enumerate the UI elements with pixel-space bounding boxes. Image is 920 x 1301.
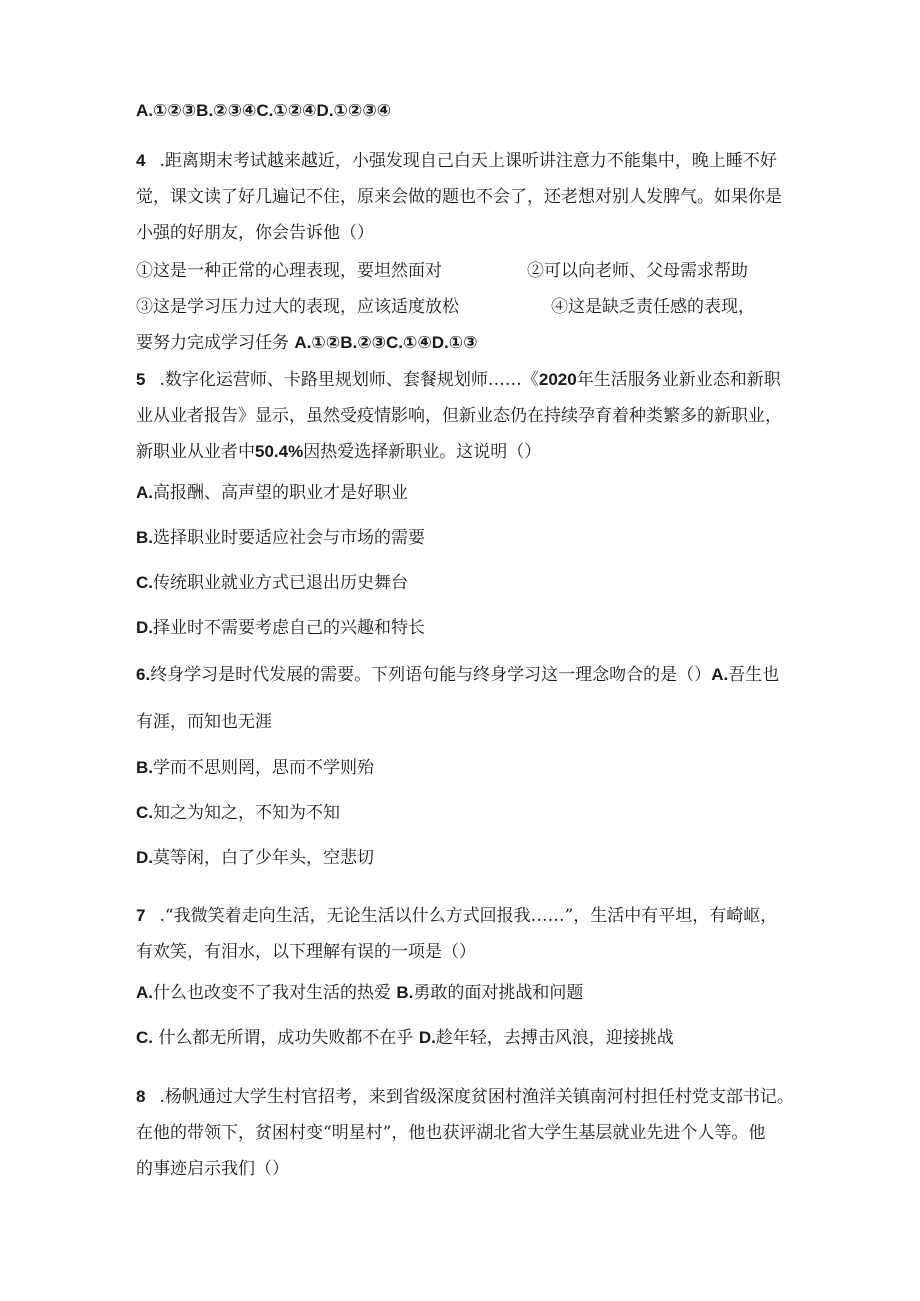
- q4-option-4: ④这是缺乏责任感的表现，: [551, 297, 755, 317]
- q4-line1-text: .距离期末考试越来越近，小强发现自己白天上课听讲注意力不能集中，晚上睡不好: [159, 151, 777, 171]
- q8-line3: 的事迹启示我们（）: [136, 1159, 289, 1179]
- q6-option-c: [136, 802, 340, 824]
- q6-option-a-continued: 有涯，而知也无涯: [136, 712, 272, 732]
- q7-number: 7: [136, 906, 146, 925]
- q7-line1: [136, 905, 777, 927]
- q5-line1: [136, 369, 781, 391]
- q7-options-ab: [136, 982, 583, 1004]
- q4-option-3: ③这是学习压力过大的表现，应该适度放松: [136, 297, 459, 317]
- q4-option-4-cont-text: 要努力完成学习任务: [136, 333, 289, 353]
- q5-number: 5: [136, 370, 146, 389]
- q5-option-b-letter: B.: [136, 528, 153, 547]
- q4-line3: 小强的好朋友，你会告诉他（）: [136, 223, 374, 243]
- q7-line1-text: .“我微笑着走向生活，无论生活以什么方式回报我……”，生活中有平坦，有崎岖，: [159, 906, 778, 926]
- q5-line3-b: 因热爱选择新职业。这说明（）: [303, 442, 542, 462]
- q7-option-a-letter: A.: [136, 983, 153, 1002]
- q5-line3-a: 新职业从业者中: [136, 442, 255, 462]
- q6-number: 6.: [136, 665, 151, 684]
- q5-option-b: [136, 527, 425, 549]
- q5-option-a: [136, 482, 408, 504]
- q5-option-a-text: 高报酬、高声望的职业才是好职业: [153, 483, 408, 503]
- q7-option-d-letter: D.: [418, 1028, 436, 1047]
- q5-option-d-letter: D.: [136, 618, 153, 637]
- q8-line2: 在他的带领下，贫困村变“明星村”，他也获评湖北省大学生基层就业先进个人等。他: [136, 1123, 766, 1143]
- q6-option-a-text-a: 吾生也: [728, 665, 780, 685]
- q6-line1: [136, 664, 779, 686]
- q4-option-4-continued: [136, 332, 478, 354]
- q6-option-d-letter: D.: [136, 848, 153, 867]
- q6-option-c-letter: C.: [136, 803, 153, 822]
- q4-option-1: ①这是一种正常的心理表现，要坦然面对: [136, 261, 442, 281]
- q5-year: 2020: [538, 370, 577, 389]
- q4-line1: [136, 150, 777, 172]
- q5-option-b-text: 选择职业时要适应社会与市场的需要: [153, 528, 425, 548]
- q7-option-c-letter: C.: [136, 1028, 153, 1047]
- q5-percent: 50.4%: [255, 442, 304, 461]
- q5-option-d: [136, 617, 425, 639]
- q6-option-d: [136, 847, 374, 869]
- q6-option-b: [136, 757, 374, 779]
- q3-choices: A.①②③B.②③④C.①②④D.①②③④: [136, 101, 392, 120]
- q8-number: 8: [136, 1087, 146, 1106]
- q4-choices: A.①②B.②③C.①④D.①③: [294, 333, 478, 352]
- q7-option-d-text: 趁年轻，去搏击风浪，迎接挑战: [435, 1028, 674, 1048]
- q4-line2: 觉，课文读了好几遍记不住，原来会做的题也不会了，还老想对别人发脾气。如果你是: [136, 187, 782, 207]
- q7-line2: 有欢笑，有泪水，以下理解有误的一项是（）: [136, 942, 476, 962]
- q4-number: 4: [136, 151, 146, 170]
- q6-option-d-text: 莫等闲，白了少年头，空悲切: [153, 848, 374, 868]
- q5-line1-b: 年生活服务业新业态和新职: [576, 370, 781, 390]
- q8-line1: [136, 1086, 794, 1108]
- q6-option-c-text: 知之为知之，不知为不知: [153, 803, 340, 823]
- q7-option-a-text: 什么也改变不了我对生活的热爱: [153, 983, 391, 1003]
- q5-line3: [136, 441, 541, 463]
- q6-line1-text: 终身学习是时代发展的需要。下列语句能与终身学习这一理念吻合的是（）: [150, 665, 712, 685]
- q7-options-cd: [136, 1027, 674, 1049]
- q5-option-c: [136, 572, 408, 594]
- q7-option-b-letter: B.: [396, 983, 414, 1002]
- q5-option-c-text: 传统职业就业方式已退出历史舞台: [153, 573, 408, 593]
- q5-option-d-text: 择业时不需要考虑自己的兴趣和特长: [153, 618, 425, 638]
- q7-option-c-text: 什么都无所谓，成功失败都不在乎: [158, 1028, 414, 1048]
- q8-line1-text: .杨帆通过大学生村官招考，来到省级深度贫困村渔洋关镇南河村担任村党支部书记。: [159, 1087, 794, 1107]
- q5-option-a-letter: A.: [136, 483, 153, 502]
- q5-line1-a: .数字化运营师、卡路里规划师、套餐规划师……《: [159, 370, 539, 390]
- q5-option-c-letter: C.: [136, 573, 153, 592]
- q5-line2: 业从业者报告》显示，虽然受疫情影响，但新业态仍在持续孕育着种类繁多的新职业，: [136, 406, 782, 426]
- q6-option-a-letter: A.: [711, 665, 729, 684]
- q6-option-b-letter: B.: [136, 758, 153, 777]
- q4-option-2: ②可以向老师、父母需求帮助: [527, 261, 748, 281]
- q7-option-b-text: 勇敢的面对挑战和问题: [413, 983, 584, 1003]
- q6-option-b-text: 学而不思则罔，思而不学则殆: [153, 758, 374, 778]
